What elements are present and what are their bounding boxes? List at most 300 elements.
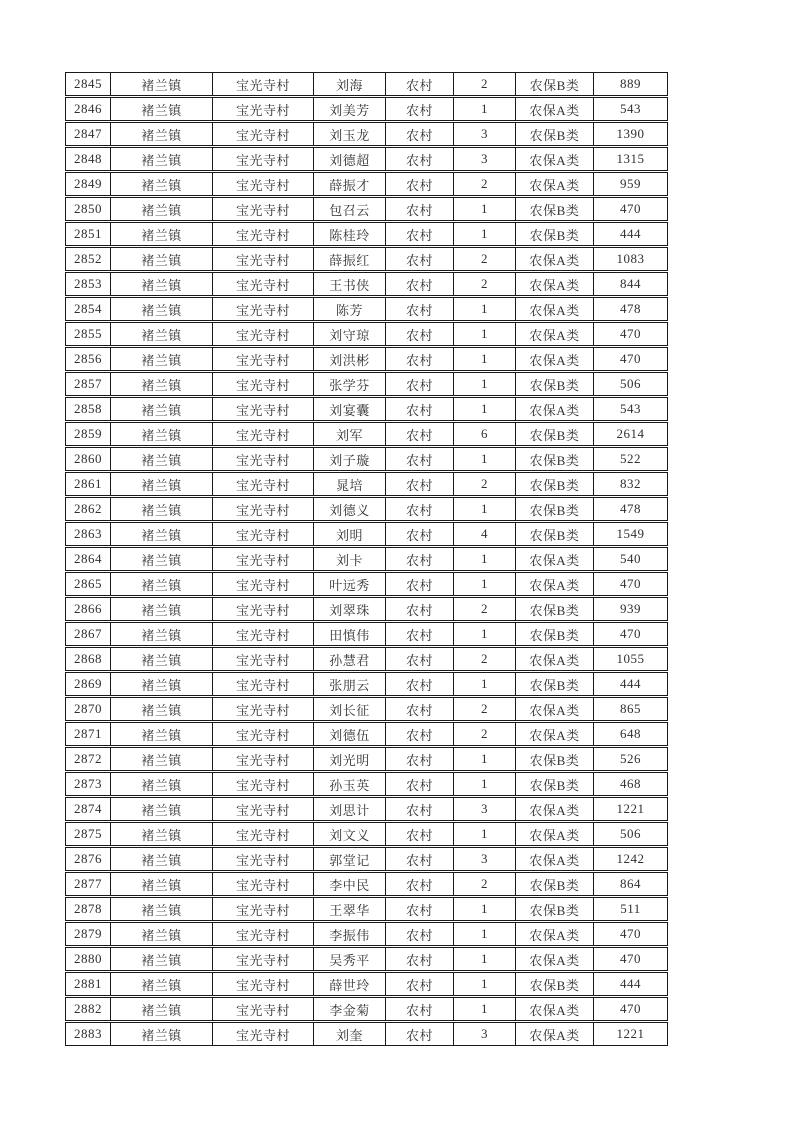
household-category-cell: 农村 — [385, 747, 454, 771]
sequence-number-cell: 2877 — [65, 872, 111, 896]
town-cell: 褚兰镇 — [110, 397, 213, 421]
household-category-cell: 农村 — [385, 972, 454, 996]
table-row — [65, 222, 668, 246]
village-cell: 宝光寺村 — [212, 347, 314, 371]
member-count-cell: 2 — [453, 472, 516, 496]
village-cell: 宝光寺村 — [212, 772, 314, 796]
town-cell: 褚兰镇 — [110, 772, 213, 796]
table-row — [65, 472, 668, 496]
town-cell: 褚兰镇 — [110, 547, 213, 571]
table-row — [65, 572, 668, 596]
member-count-cell: 2 — [453, 872, 516, 896]
member-count-cell: 1 — [453, 497, 516, 521]
sequence-number-cell: 2878 — [65, 897, 111, 921]
village-cell: 宝光寺村 — [212, 122, 314, 146]
village-cell: 宝光寺村 — [212, 72, 314, 96]
amount-cell: 543 — [593, 397, 668, 421]
amount-cell: 470 — [593, 922, 668, 946]
insurance-type-cell: 农保B类 — [515, 897, 594, 921]
village-cell: 宝光寺村 — [212, 847, 314, 871]
insurance-type-cell: 农保B类 — [515, 772, 594, 796]
insurance-type-cell: 农保B类 — [515, 372, 594, 396]
village-cell: 宝光寺村 — [212, 447, 314, 471]
village-cell: 宝光寺村 — [212, 397, 314, 421]
person-name-cell: 薛世玲 — [313, 972, 386, 996]
sequence-number-cell: 2863 — [65, 522, 111, 546]
person-name-cell: 陈芳 — [313, 297, 386, 321]
town-cell: 褚兰镇 — [110, 347, 213, 371]
sequence-number-cell: 2868 — [65, 647, 111, 671]
village-cell: 宝光寺村 — [212, 272, 314, 296]
person-name-cell: 刘光明 — [313, 747, 386, 771]
town-cell: 褚兰镇 — [110, 722, 213, 746]
household-category-cell: 农村 — [385, 447, 454, 471]
table-row — [65, 1022, 668, 1046]
sequence-number-cell: 2845 — [65, 72, 111, 96]
amount-cell: 526 — [593, 747, 668, 771]
person-name-cell: 晁培 — [313, 472, 386, 496]
household-category-cell: 农村 — [385, 597, 454, 621]
town-cell: 褚兰镇 — [110, 797, 213, 821]
sequence-number-cell: 2854 — [65, 297, 111, 321]
member-count-cell: 3 — [453, 1022, 516, 1046]
sequence-number-cell: 2881 — [65, 972, 111, 996]
insurance-type-cell: 农保B类 — [515, 72, 594, 96]
table-row — [65, 122, 668, 146]
amount-cell: 832 — [593, 472, 668, 496]
town-cell: 褚兰镇 — [110, 497, 213, 521]
village-cell: 宝光寺村 — [212, 222, 314, 246]
town-cell: 褚兰镇 — [110, 972, 213, 996]
member-count-cell: 1 — [453, 772, 516, 796]
person-name-cell: 刘思计 — [313, 797, 386, 821]
person-name-cell: 刘洪彬 — [313, 347, 386, 371]
town-cell: 褚兰镇 — [110, 897, 213, 921]
village-cell: 宝光寺村 — [212, 97, 314, 121]
insurance-type-cell: 农保B类 — [515, 672, 594, 696]
amount-cell: 1221 — [593, 797, 668, 821]
sequence-number-cell: 2853 — [65, 272, 111, 296]
village-cell: 宝光寺村 — [212, 147, 314, 171]
town-cell: 褚兰镇 — [110, 597, 213, 621]
amount-cell: 470 — [593, 572, 668, 596]
member-count-cell: 1 — [453, 297, 516, 321]
sequence-number-cell: 2879 — [65, 922, 111, 946]
amount-cell: 506 — [593, 822, 668, 846]
village-cell: 宝光寺村 — [212, 722, 314, 746]
table-row — [65, 922, 668, 946]
household-category-cell: 农村 — [385, 347, 454, 371]
person-name-cell: 李中民 — [313, 872, 386, 896]
table-row — [65, 522, 668, 546]
amount-cell: 444 — [593, 672, 668, 696]
table-row — [65, 722, 668, 746]
sequence-number-cell: 2882 — [65, 997, 111, 1021]
member-count-cell: 2 — [453, 272, 516, 296]
household-category-cell: 农村 — [385, 722, 454, 746]
village-cell: 宝光寺村 — [212, 897, 314, 921]
town-cell: 褚兰镇 — [110, 422, 213, 446]
household-category-cell: 农村 — [385, 172, 454, 196]
amount-cell: 478 — [593, 497, 668, 521]
insurance-type-cell: 农保B类 — [515, 972, 594, 996]
sequence-number-cell: 2850 — [65, 197, 111, 221]
insurance-type-cell: 农保A类 — [515, 822, 594, 846]
insurance-type-cell: 农保A类 — [515, 947, 594, 971]
village-cell: 宝光寺村 — [212, 247, 314, 271]
insurance-type-cell: 农保B类 — [515, 197, 594, 221]
member-count-cell: 3 — [453, 122, 516, 146]
village-cell: 宝光寺村 — [212, 572, 314, 596]
village-cell: 宝光寺村 — [212, 697, 314, 721]
town-cell: 褚兰镇 — [110, 247, 213, 271]
household-category-cell: 农村 — [385, 122, 454, 146]
person-name-cell: 刘军 — [313, 422, 386, 446]
insurance-type-cell: 农保A类 — [515, 547, 594, 571]
person-name-cell: 刘德伍 — [313, 722, 386, 746]
person-name-cell: 郭堂记 — [313, 847, 386, 871]
village-cell: 宝光寺村 — [212, 422, 314, 446]
household-category-cell: 农村 — [385, 847, 454, 871]
town-cell: 褚兰镇 — [110, 197, 213, 221]
town-cell: 褚兰镇 — [110, 672, 213, 696]
village-cell: 宝光寺村 — [212, 197, 314, 221]
town-cell: 褚兰镇 — [110, 172, 213, 196]
household-category-cell: 农村 — [385, 797, 454, 821]
household-category-cell: 农村 — [385, 547, 454, 571]
table-row — [65, 822, 668, 846]
person-name-cell: 刘玉龙 — [313, 122, 386, 146]
sequence-number-cell: 2846 — [65, 97, 111, 121]
person-name-cell: 吴秀平 — [313, 947, 386, 971]
table-row — [65, 772, 668, 796]
household-category-cell: 农村 — [385, 922, 454, 946]
town-cell: 褚兰镇 — [110, 97, 213, 121]
amount-cell: 540 — [593, 547, 668, 571]
table-row — [65, 272, 668, 296]
member-count-cell: 1 — [453, 197, 516, 221]
sequence-number-cell: 2866 — [65, 597, 111, 621]
person-name-cell: 刘宴囊 — [313, 397, 386, 421]
household-category-cell: 农村 — [385, 572, 454, 596]
town-cell: 褚兰镇 — [110, 122, 213, 146]
village-cell: 宝光寺村 — [212, 922, 314, 946]
town-cell: 褚兰镇 — [110, 872, 213, 896]
town-cell: 褚兰镇 — [110, 622, 213, 646]
village-cell: 宝光寺村 — [212, 497, 314, 521]
amount-cell: 470 — [593, 947, 668, 971]
person-name-cell: 孙慧君 — [313, 647, 386, 671]
insurance-type-cell: 农保A类 — [515, 647, 594, 671]
household-category-cell: 农村 — [385, 97, 454, 121]
sequence-number-cell: 2876 — [65, 847, 111, 871]
person-name-cell: 包召云 — [313, 197, 386, 221]
village-cell: 宝光寺村 — [212, 647, 314, 671]
household-category-cell: 农村 — [385, 222, 454, 246]
insurance-type-cell: 农保A类 — [515, 347, 594, 371]
sequence-number-cell: 2859 — [65, 422, 111, 446]
town-cell: 褚兰镇 — [110, 947, 213, 971]
table-row — [65, 447, 668, 471]
sequence-number-cell: 2860 — [65, 447, 111, 471]
insurance-type-cell: 农保B类 — [515, 122, 594, 146]
village-cell: 宝光寺村 — [212, 822, 314, 846]
person-name-cell: 陈桂玲 — [313, 222, 386, 246]
household-category-cell: 农村 — [385, 697, 454, 721]
sequence-number-cell: 2875 — [65, 822, 111, 846]
person-name-cell: 刘文义 — [313, 822, 386, 846]
table-row — [65, 597, 668, 621]
sequence-number-cell: 2883 — [65, 1022, 111, 1046]
member-count-cell: 3 — [453, 847, 516, 871]
insurance-type-cell: 农保B类 — [515, 497, 594, 521]
household-category-cell: 农村 — [385, 72, 454, 96]
insurance-type-cell: 农保B类 — [515, 597, 594, 621]
member-count-cell: 1 — [453, 547, 516, 571]
village-cell: 宝光寺村 — [212, 747, 314, 771]
table-row — [65, 297, 668, 321]
sequence-number-cell: 2867 — [65, 622, 111, 646]
table-row — [65, 647, 668, 671]
amount-cell: 444 — [593, 972, 668, 996]
sequence-number-cell: 2873 — [65, 772, 111, 796]
insurance-type-cell: 农保B类 — [515, 447, 594, 471]
table-row — [65, 497, 668, 521]
insurance-type-cell: 农保B类 — [515, 872, 594, 896]
table-row — [65, 672, 668, 696]
town-cell: 褚兰镇 — [110, 922, 213, 946]
village-cell: 宝光寺村 — [212, 297, 314, 321]
village-cell: 宝光寺村 — [212, 472, 314, 496]
member-count-cell: 1 — [453, 972, 516, 996]
town-cell: 褚兰镇 — [110, 997, 213, 1021]
person-name-cell: 刘守琼 — [313, 322, 386, 346]
town-cell: 褚兰镇 — [110, 147, 213, 171]
insurance-type-cell: 农保A类 — [515, 147, 594, 171]
member-count-cell: 2 — [453, 597, 516, 621]
sequence-number-cell: 2851 — [65, 222, 111, 246]
household-category-cell: 农村 — [385, 272, 454, 296]
sequence-number-cell: 2862 — [65, 497, 111, 521]
person-name-cell: 孙玉英 — [313, 772, 386, 796]
member-count-cell: 1 — [453, 447, 516, 471]
insurance-type-cell: 农保B类 — [515, 222, 594, 246]
member-count-cell: 1 — [453, 397, 516, 421]
insurance-type-cell: 农保A类 — [515, 247, 594, 271]
amount-cell: 959 — [593, 172, 668, 196]
town-cell: 褚兰镇 — [110, 522, 213, 546]
table-row — [65, 147, 668, 171]
village-cell: 宝光寺村 — [212, 622, 314, 646]
amount-cell: 506 — [593, 372, 668, 396]
member-count-cell: 3 — [453, 147, 516, 171]
member-count-cell: 6 — [453, 422, 516, 446]
insurance-type-cell: 农保A类 — [515, 97, 594, 121]
town-cell: 褚兰镇 — [110, 822, 213, 846]
sequence-number-cell: 2880 — [65, 947, 111, 971]
town-cell: 褚兰镇 — [110, 322, 213, 346]
insurance-type-cell: 农保B类 — [515, 422, 594, 446]
household-category-cell: 农村 — [385, 772, 454, 796]
insurance-type-cell: 农保A类 — [515, 797, 594, 821]
household-category-cell: 农村 — [385, 897, 454, 921]
sequence-number-cell: 2858 — [65, 397, 111, 421]
person-name-cell: 刘子璇 — [313, 447, 386, 471]
village-cell: 宝光寺村 — [212, 797, 314, 821]
table-row — [65, 322, 668, 346]
table-row — [65, 947, 668, 971]
sequence-number-cell: 2874 — [65, 797, 111, 821]
person-name-cell: 刘德超 — [313, 147, 386, 171]
insurance-type-cell: 农保A类 — [515, 572, 594, 596]
sequence-number-cell: 2849 — [65, 172, 111, 196]
person-name-cell: 刘美芳 — [313, 97, 386, 121]
member-count-cell: 3 — [453, 797, 516, 821]
amount-cell: 939 — [593, 597, 668, 621]
amount-cell: 864 — [593, 872, 668, 896]
household-category-cell: 农村 — [385, 372, 454, 396]
member-count-cell: 2 — [453, 172, 516, 196]
household-category-cell: 农村 — [385, 147, 454, 171]
insurance-type-cell: 农保B类 — [515, 747, 594, 771]
household-category-cell: 农村 — [385, 197, 454, 221]
member-count-cell: 1 — [453, 822, 516, 846]
person-name-cell: 刘卡 — [313, 547, 386, 571]
person-name-cell: 田慎伟 — [313, 622, 386, 646]
member-count-cell: 1 — [453, 922, 516, 946]
person-name-cell: 刘翠珠 — [313, 597, 386, 621]
amount-cell: 1221 — [593, 1022, 668, 1046]
insurance-type-cell: 农保A类 — [515, 297, 594, 321]
sequence-number-cell: 2869 — [65, 672, 111, 696]
table-row — [65, 747, 668, 771]
amount-cell: 1549 — [593, 522, 668, 546]
insurance-type-cell: 农保A类 — [515, 922, 594, 946]
town-cell: 褚兰镇 — [110, 297, 213, 321]
table-row — [65, 897, 668, 921]
member-count-cell: 1 — [453, 97, 516, 121]
insurance-type-cell: 农保A类 — [515, 722, 594, 746]
person-name-cell: 薛振红 — [313, 247, 386, 271]
person-name-cell: 刘德义 — [313, 497, 386, 521]
table-row — [65, 72, 668, 96]
person-name-cell: 张学芬 — [313, 372, 386, 396]
amount-cell: 1315 — [593, 147, 668, 171]
amount-cell: 865 — [593, 697, 668, 721]
sequence-number-cell: 2848 — [65, 147, 111, 171]
person-name-cell: 刘明 — [313, 522, 386, 546]
household-category-cell: 农村 — [385, 647, 454, 671]
table-row — [65, 872, 668, 896]
member-count-cell: 2 — [453, 722, 516, 746]
household-category-cell: 农村 — [385, 422, 454, 446]
person-name-cell: 刘奎 — [313, 1022, 386, 1046]
person-name-cell: 叶远秀 — [313, 572, 386, 596]
town-cell: 褚兰镇 — [110, 847, 213, 871]
village-cell: 宝光寺村 — [212, 972, 314, 996]
household-category-cell: 农村 — [385, 247, 454, 271]
member-count-cell: 1 — [453, 947, 516, 971]
village-cell: 宝光寺村 — [212, 372, 314, 396]
town-cell: 褚兰镇 — [110, 222, 213, 246]
member-count-cell: 1 — [453, 747, 516, 771]
table-row — [65, 547, 668, 571]
household-category-cell: 农村 — [385, 397, 454, 421]
town-cell: 褚兰镇 — [110, 272, 213, 296]
insurance-type-cell: 农保A类 — [515, 997, 594, 1021]
amount-cell: 470 — [593, 622, 668, 646]
sequence-number-cell: 2864 — [65, 547, 111, 571]
household-category-cell: 农村 — [385, 997, 454, 1021]
village-cell: 宝光寺村 — [212, 172, 314, 196]
member-count-cell: 2 — [453, 72, 516, 96]
table-row — [65, 172, 668, 196]
table-row — [65, 972, 668, 996]
household-category-cell: 农村 — [385, 472, 454, 496]
household-category-cell: 农村 — [385, 872, 454, 896]
household-category-cell: 农村 — [385, 497, 454, 521]
person-name-cell: 刘长征 — [313, 697, 386, 721]
insurance-type-cell: 农保A类 — [515, 172, 594, 196]
insurance-type-cell: 农保A类 — [515, 697, 594, 721]
town-cell: 褚兰镇 — [110, 572, 213, 596]
sequence-number-cell: 2856 — [65, 347, 111, 371]
amount-cell: 522 — [593, 447, 668, 471]
sequence-number-cell: 2857 — [65, 372, 111, 396]
member-count-cell: 1 — [453, 897, 516, 921]
village-cell: 宝光寺村 — [212, 872, 314, 896]
town-cell: 褚兰镇 — [110, 372, 213, 396]
sequence-number-cell: 2852 — [65, 247, 111, 271]
amount-cell: 543 — [593, 97, 668, 121]
village-cell: 宝光寺村 — [212, 322, 314, 346]
amount-cell: 444 — [593, 222, 668, 246]
amount-cell: 844 — [593, 272, 668, 296]
member-count-cell: 1 — [453, 372, 516, 396]
sequence-number-cell: 2847 — [65, 122, 111, 146]
village-cell: 宝光寺村 — [212, 997, 314, 1021]
table-row — [65, 797, 668, 821]
amount-cell: 1390 — [593, 122, 668, 146]
person-name-cell: 李振伟 — [313, 922, 386, 946]
sequence-number-cell: 2871 — [65, 722, 111, 746]
table-row — [65, 247, 668, 271]
village-cell: 宝光寺村 — [212, 522, 314, 546]
amount-cell: 470 — [593, 347, 668, 371]
household-category-cell: 农村 — [385, 947, 454, 971]
insurance-type-cell: 农保B类 — [515, 622, 594, 646]
insurance-type-cell: 农保A类 — [515, 272, 594, 296]
sequence-number-cell: 2865 — [65, 572, 111, 596]
member-count-cell: 1 — [453, 322, 516, 346]
member-count-cell: 1 — [453, 347, 516, 371]
member-count-cell: 2 — [453, 697, 516, 721]
village-cell: 宝光寺村 — [212, 947, 314, 971]
sequence-number-cell: 2872 — [65, 747, 111, 771]
table-row — [65, 197, 668, 221]
table-row — [65, 397, 668, 421]
household-category-cell: 农村 — [385, 822, 454, 846]
amount-cell: 470 — [593, 997, 668, 1021]
table-row — [65, 97, 668, 121]
village-cell: 宝光寺村 — [212, 1022, 314, 1046]
household-category-cell: 农村 — [385, 322, 454, 346]
insurance-type-cell: 农保A类 — [515, 847, 594, 871]
amount-cell: 478 — [593, 297, 668, 321]
sequence-number-cell: 2855 — [65, 322, 111, 346]
member-count-cell: 4 — [453, 522, 516, 546]
records-table — [65, 72, 668, 1047]
